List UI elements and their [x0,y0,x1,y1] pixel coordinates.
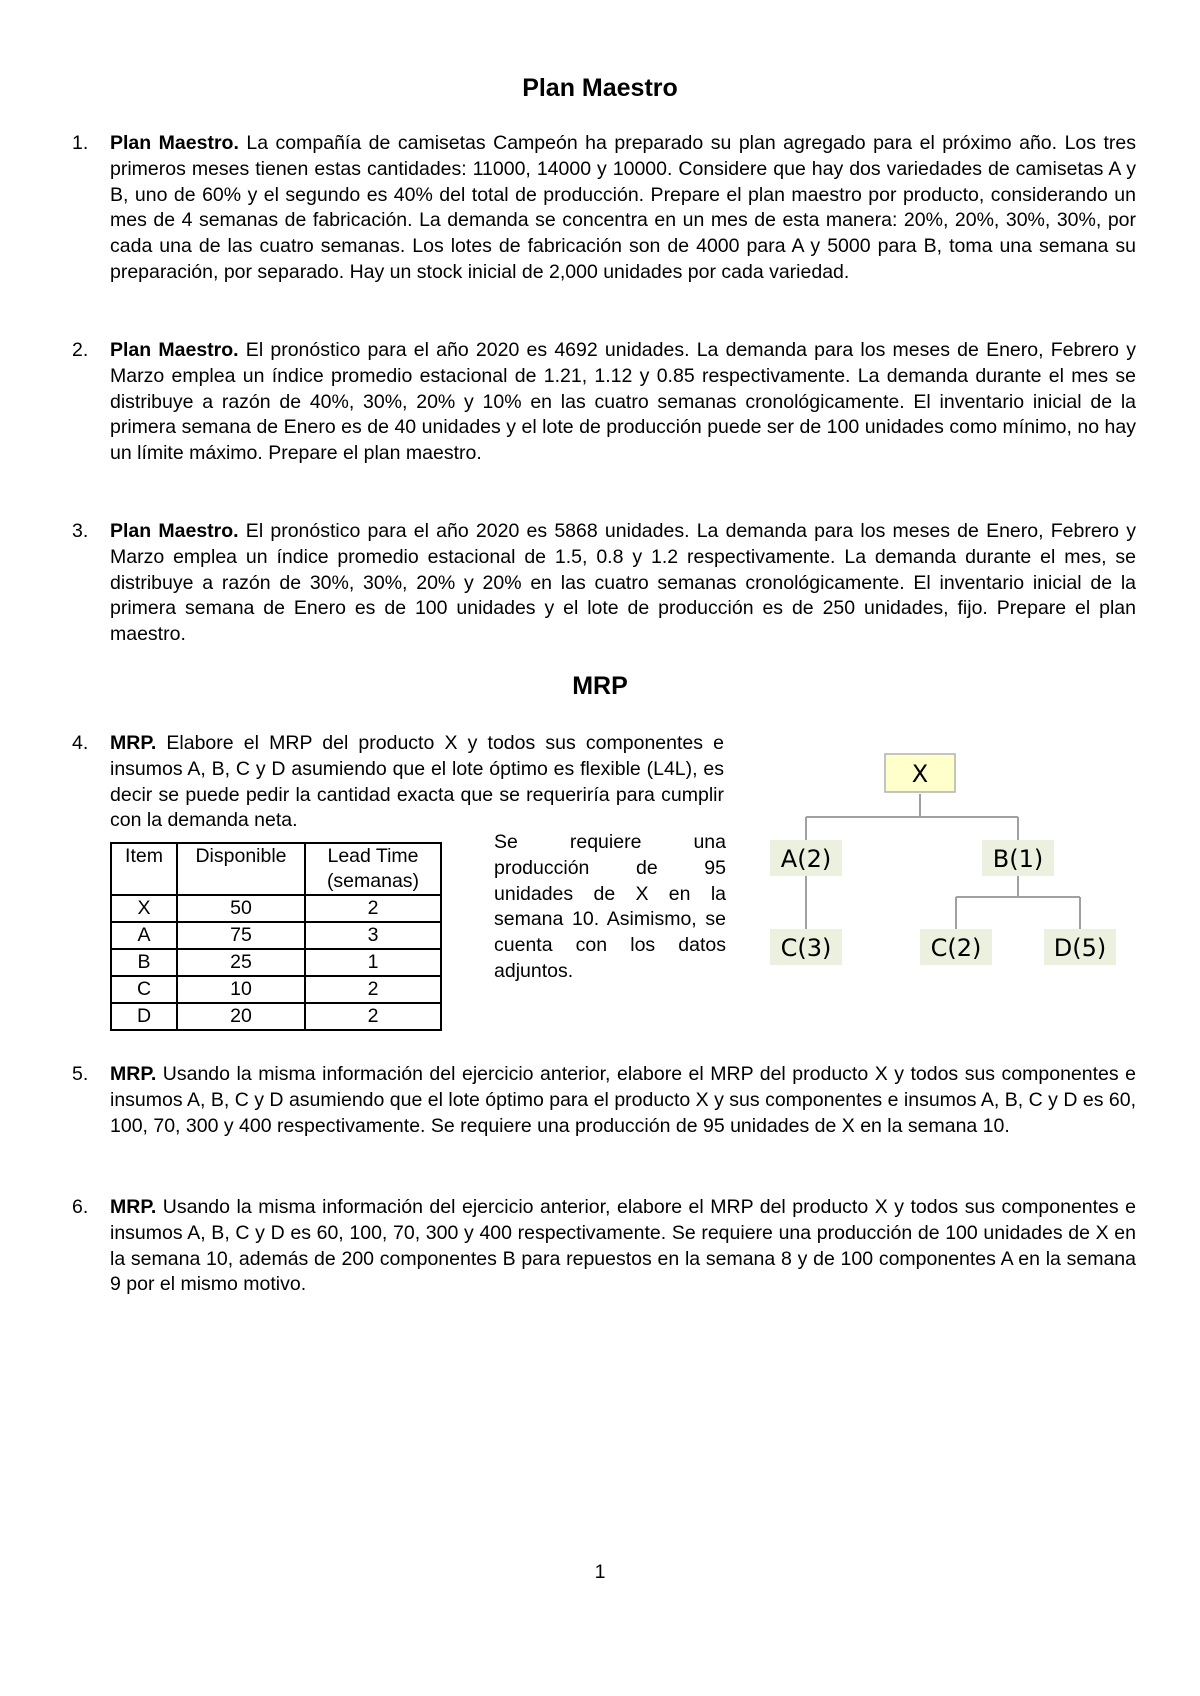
cell-item: X [111,895,177,922]
exercise-number: 2. [72,339,89,361]
exercise-6 [72,1195,1136,1298]
exercise-number: 5. [72,1063,89,1085]
cell-disponible: 10 [177,976,305,1003]
cell-lead-time: 2 [305,976,441,1003]
exercise-number: 6. [72,1196,89,1218]
items-table [110,842,442,1031]
product-structure-tree [770,752,1130,976]
tree-nodes [770,754,1116,965]
exercise-lead: MRP. [110,1063,157,1085]
table-header-item: Item [111,843,177,895]
exercise-3 [72,519,1136,648]
cell-lead-time: 3 [305,922,441,949]
table-row [111,976,441,1003]
table-row [111,895,441,922]
exercise-text: Usando la misma información del ejercicio anterior, elabore el MRP del producto X y todos sus componentes e insumos A, B, C y D es 60, 100, 70, 300 y 400 respectivamente. Se requiere una producción de 100 unidades de X en la semana 10, además de 200 componentes B para repuestos en la semana 8 y de 100 componentes A en la semana 9 por el mismo motivo. [110,1196,1136,1296]
exercise-text: El pronóstico para el año 2020 es 5868 unidades. La demanda para los meses de Enero, Febrero y Marzo emplea un índice promedio estacional de 1.5, 0.8 y 1.2 respectivamente. La demanda durante el mes, se distribuye a razón de 30%, 30%, 20% y 20% en las cuatro semanas cronológicamente. El inventario inicial de la primera semana de Enero es de 100 unidades y el lote de producción es de 250 unidades, fijo. Prepare el plan maestro. [110,520,1136,646]
cell-lead-time: 2 [305,1003,441,1030]
table-row [111,922,441,949]
cell-item: D [111,1003,177,1030]
exercise-text: Elabore el MRP del producto X y todos sus componentes e insumos A, B, C y D asumiendo que el lote óptimo es flexible (L4L), es decir se puede pedir la cantidad exacta que se requeriría para cumplir con la demanda neta. [110,732,724,832]
table-row [111,1003,441,1030]
exercise-number: 4. [72,732,89,754]
exercise-5 [72,1062,1136,1139]
exercise-2 [72,338,1136,467]
exercise-4-side-text: Se requiere una producción de 95 unidades de X en la semana 10. Asimismo, se cuenta con los datos adjuntos. [494,831,726,982]
exercise-lead: MRP. [110,1196,157,1218]
exercise-number: 3. [72,520,89,542]
cell-lead-time: 2 [305,895,441,922]
table-header-lead-time [305,843,441,895]
cell-disponible: 50 [177,895,305,922]
node-b-label: B(1) [992,845,1044,873]
exercise-lead: Plan Maestro. [110,339,239,361]
cell-lead-time: 1 [305,949,441,976]
exercise-text: La compañía de camisetas Campeón ha preparado su plan agregado para el próximo año. Los tres primeros meses tienen estas cantidades: 11000, 14000 y 10000. Considere que hay dos variedades de camisetas A y B, uno de 60% y el segundo es 40% del total de producción. Prepare el plan maestro por producto, considerando un mes de 4 semanas de fabricación. La demanda se concentra en un mes de esta manera: 20%, 20%, 30%, 30%, por cada una de las cuatro semanas. Los lotes de fabricación son de 4000 para A y 5000 para B, toma una semana su preparación, por separado. Hay un stock inicial de 2,000 unidades por cada variedad. [110,132,1137,283]
cell-disponible: 25 [177,949,305,976]
exercise-text: El pronóstico para el año 2020 es 4692 unidades. La demanda para los meses de Enero, Febrero y Marzo emplea un índice promedio estacional de 1.21, 1.12 y 0.85 respectivamente. La demanda durante el mes se distribuye a razón de 40%, 30%, 20% y 10% en las cuatro semanas cronológicamente. El inventario inicial de la primera semana de Enero es de 40 unidades y el lote de producción puede ser de 100 unidades como mínimo, no hay un límite máximo. Prepare el plan maestro. [110,339,1136,465]
exercise-lead: Plan Maestro. [110,132,239,154]
cell-disponible: 75 [177,922,305,949]
cell-item: C [111,976,177,1003]
cell-item: A [111,922,177,949]
exercise-4 [72,731,724,834]
cell-disponible: 20 [177,1003,305,1030]
exercise-text: Usando la misma información del ejercicio anterior, elabore el MRP del producto X y todos sus componentes e insumos A, B, C y D asumiendo que el lote óptimo para el producto X y sus componentes e insumos A, B, C y D es 60, 100, 70, 300 y 400 respectivamente. Se requiere una producción de 95 unidades de X en la semana 10. [110,1063,1136,1137]
node-a-label: A(2) [780,845,832,873]
section-title-mrp: MRP [572,672,628,700]
table-row [111,949,441,976]
exercise-1 [72,131,1136,286]
node-d-label: D(5) [1053,934,1107,962]
node-c2-label: C(2) [930,934,982,962]
table-header-row [111,843,441,895]
node-x-label: X [911,760,929,788]
cell-item: B [111,949,177,976]
exercise-lead: MRP. [110,732,157,754]
lead-time-label: Lead Time [327,845,419,867]
exercise-lead: Plan Maestro. [110,520,239,542]
exercise-number: 1. [72,132,89,154]
table-header-disponible: Disponible [177,843,305,895]
page-number: 1 [594,1561,606,1583]
node-c3-label: C(3) [780,934,832,962]
section-title-plan-maestro: Plan Maestro [522,74,678,102]
lead-time-unit: (semanas) [326,870,420,892]
